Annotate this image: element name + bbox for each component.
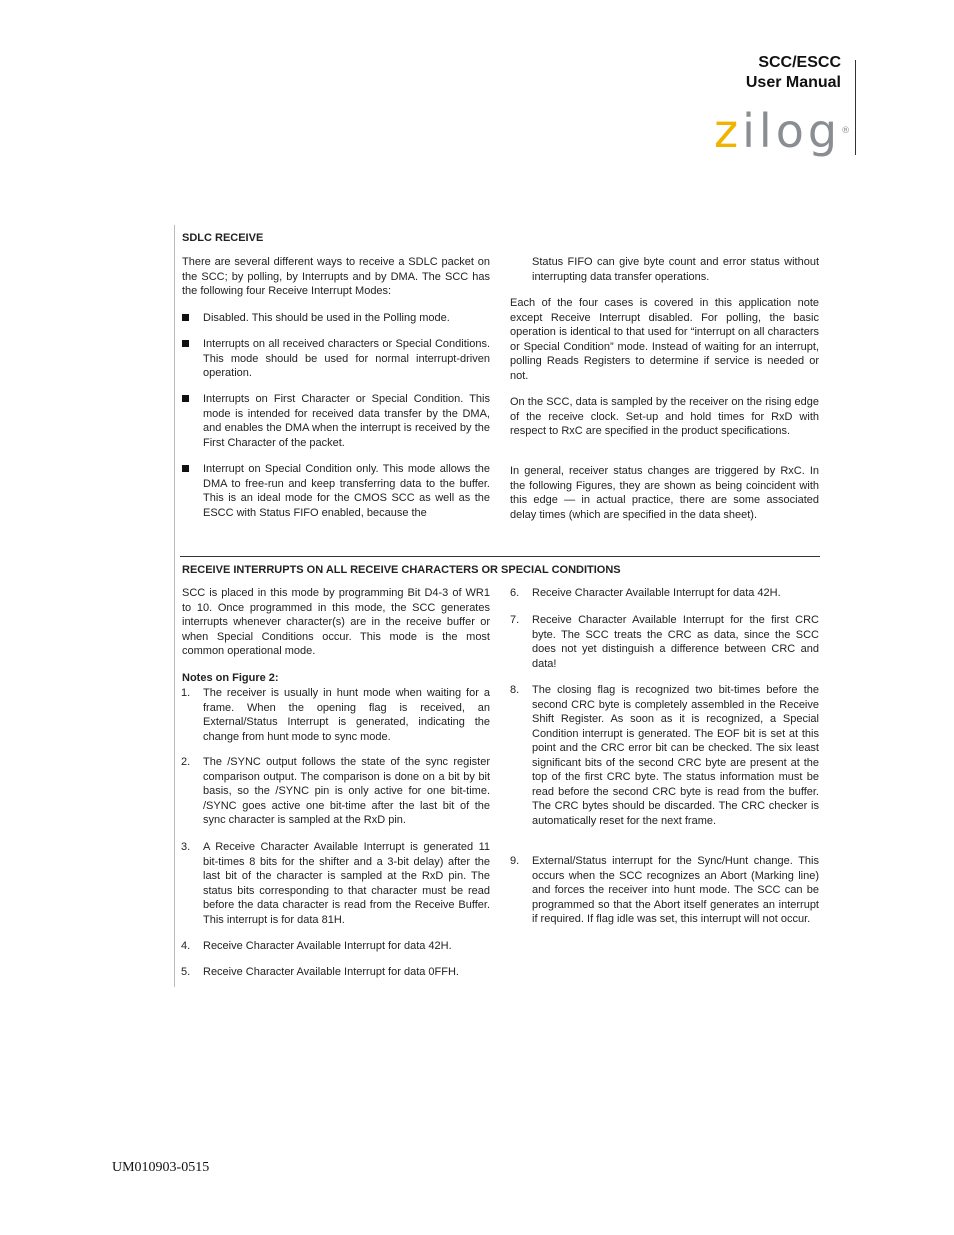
sdlc-bullet: Interrupt on Special Condition only. This mode allows the DMA to free-run and keep transferring data to the buffer. This is an ideal mode for the CMOS SCC as well as the ESCC with Status FIFO enabled, because the (203, 462, 490, 520)
header-product: SCC/ESCC (758, 54, 841, 71)
sdlc-heading: SDLC RECEIVE (182, 232, 264, 244)
sdlc-bullet: Interrupts on First Character or Special Condition. This mode is intended for received data transfer by the DMA, and enables the DMA when the interrupt is received by the First Character of the packet. (203, 392, 490, 450)
bullet-square-icon (182, 340, 189, 347)
note-item: 7. Receive Character Available Interrupt for the first CRC byte. The SCC treats the CRC as data, since the SCC does not yet distinguish a difference between CRC and data! (510, 614, 819, 670)
sdlc-right-para: Status FIFO can give byte count and error status without interrupting data transfer operations. (532, 256, 819, 283)
note-item: 2. The /SYNC output follows the state of the sync register comparison output. The comparison is done on a bit by bit basis, so the /SYNC pin is only active for one bit-time. /SYNC goes active one bit-time after the last bit of the sync character is sampled at the RxD pin. (181, 756, 490, 826)
bullet-square-icon (182, 395, 189, 402)
bullet-square-icon (182, 314, 189, 321)
notes-title: Notes on Figure 2: (182, 672, 279, 684)
footer-doc-id: UM010903-0515 (112, 1160, 210, 1175)
bullet-square-icon (182, 465, 189, 472)
note-item: 3. A Receive Character Available Interrupt is generated 11 bit-times 8 bits for the shifter and a 3-bit delay) after the last bit of the character is sampled at the RxD pin. The status bits corresponding to that character must be read before the data character is read from the Receive Buffer. This interrupt is for data 81H. (181, 841, 490, 926)
section-divider (180, 556, 820, 557)
note-item: 1. The receiver is usually in hunt mode when waiting for a frame. When the opening flag is received, an External/Status Interrupt is generated, indicating the change from hunt mode to sync mode. (181, 687, 490, 743)
sdlc-bullet: Interrupts on all received characters or Special Conditions. This mode should be used for normal interrupt-driven operation. (203, 337, 490, 381)
sdlc-right-para: Each of the four cases is covered in this application note except Receive Interrupt disabled. For polling, the basic operation is identical to that used for “interrupt on all characters or Special Condition” mode. Instead of waiting for an interrupt, polling Reads Registers to determine if service is needed or not. (510, 297, 819, 382)
note-item: 6. Receive Character Available Interrupt for data 42H. (510, 587, 781, 599)
page-header (746, 53, 841, 93)
note-item: 8. The closing flag is recognized two bit-times before the second CRC byte is completely assembled in the Receive Shift Register. As soon as it is recognized, a Special Condition interrupt is generated. The EOF bit is set at this point and the CRC error bit can be checked. The six least significant bits of the second CRC byte are present at the top of the first CRC byte. The status information must be read before the second CRC byte is read from the buffer. The CRC bytes should be discarded. The CRC checker is automatically reset for the next frame. (510, 684, 819, 827)
rics-intro: SCC is placed in this mode by programming Bit D4-3 of WR1 to 10. Once programmed in this mode, the SCC generates interrupts whenever character(s) are in the receive buffer or when Special Conditions occur. This mode is the most common operational mode. (182, 587, 490, 657)
sdlc-intro: There are several different ways to receive a SDLC packet on the SCC; by polling, by Interrupts and by DMA. The SCC has the following four Receive Interrupt Modes: (182, 256, 490, 297)
note-item: 5. Receive Character Available Interrupt for data 0FFH. (181, 966, 459, 978)
scan-edge (174, 225, 175, 987)
note-item: 4. Receive Character Available Interrupt for data 42H. (181, 940, 452, 952)
note-item: 9. External/Status interrupt for the Sync/Hunt change. This occurs when the SCC recognizes an Abort (Marking line) and forces the receiver into hunt mode. The SCC can be programmed so that the Abort itself generates an interrupt if required. If flag idle was set, this interrupt will not occur. (510, 855, 819, 925)
rics-heading: RECEIVE INTERRUPTS ON ALL RECEIVE CHARACTERS OR SPECIAL CONDITIONS (182, 564, 621, 576)
header-doc-type: User Manual (745, 74, 841, 91)
sdlc-bullet: Disabled. This should be used in the Polling mode. (203, 311, 490, 326)
header-divider (855, 60, 856, 155)
sdlc-right-para: On the SCC, data is sampled by the receiver on the rising edge of the receive clock. Set-up and hold times for RxD with respect to RxC are specified in the product specifications. (510, 396, 819, 437)
zilog-logo: zilog® (714, 104, 851, 158)
sdlc-right-para: In general, receiver status changes are triggered by RxC. In the following Figures, they are shown as being coincident with this edge — in actual practice, there are some associated delay times (which are specified in the data sheet). (510, 465, 819, 521)
